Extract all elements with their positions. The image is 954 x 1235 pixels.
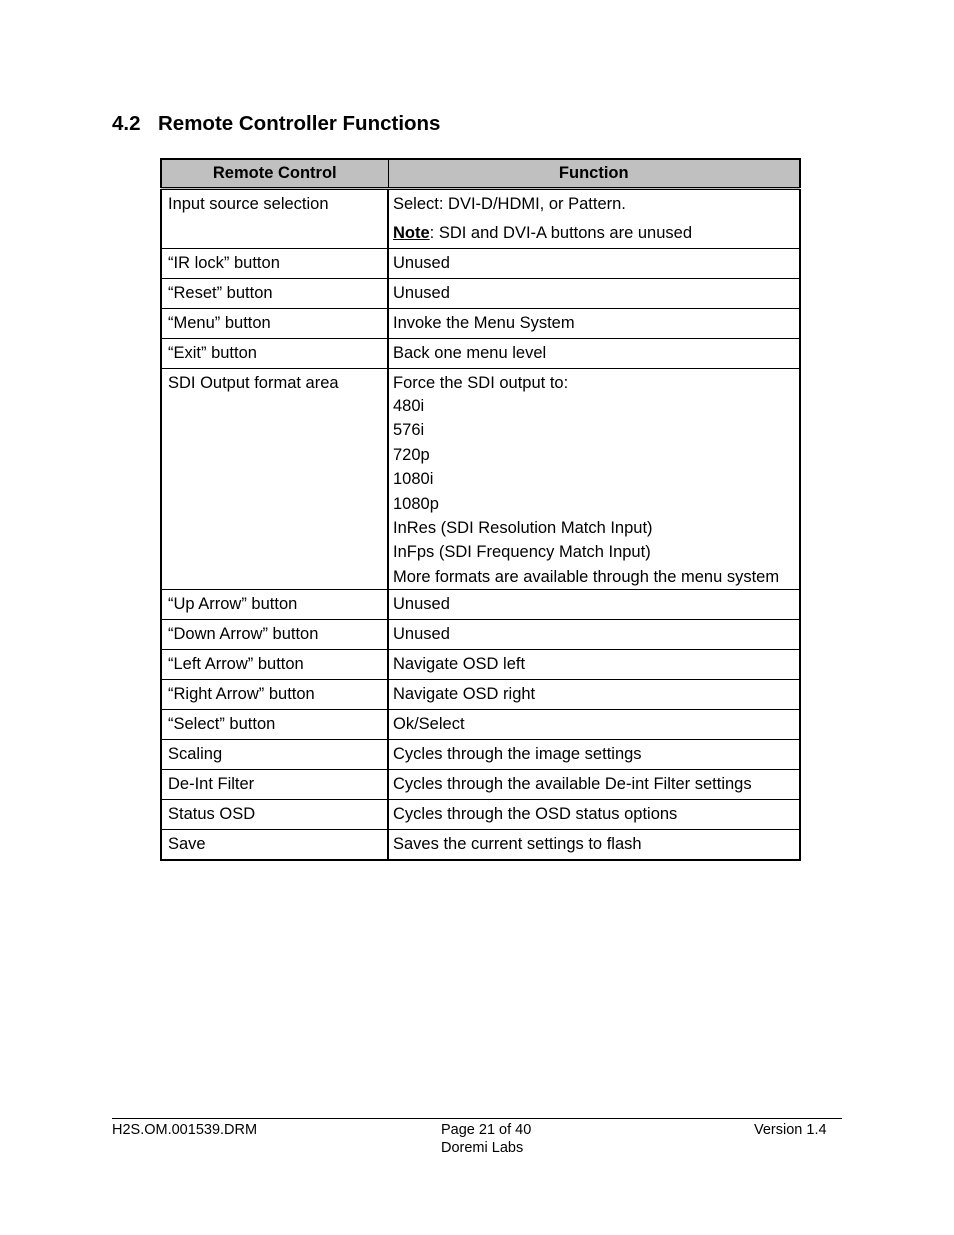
table-row [161, 800, 800, 830]
function-cell: Ok/Select [388, 710, 800, 740]
control-cell: “Up Arrow” button [161, 590, 388, 620]
sdi-format-line: More formats are available through the menu system [393, 567, 780, 586]
function-cell: Unused [388, 620, 800, 650]
function-cell: Unused [388, 590, 800, 620]
control-cell: Input source selection [161, 189, 388, 249]
footer-page-number: Page 21 of 40 [441, 1122, 532, 1138]
control-cell: “Exit” button [161, 339, 388, 369]
control-cell: De-Int Filter [161, 770, 388, 800]
footer-center [441, 1121, 531, 1157]
table-row [161, 339, 800, 369]
footer-divider [112, 1118, 842, 1119]
sdi-format-line: Force the SDI output to: [393, 374, 569, 392]
section-title: Remote Controller Functions [158, 112, 441, 135]
function-cell: Unused [388, 279, 800, 309]
control-cell: “Left Arrow” button [161, 650, 388, 680]
note-line [393, 223, 799, 244]
column-header-function: Function [388, 159, 800, 189]
column-header-remote-control: Remote Control [161, 159, 388, 189]
function-cell: Cycles through the OSD status options [388, 800, 800, 830]
table-row [161, 620, 800, 650]
function-cell [388, 189, 800, 249]
control-cell: Save [161, 830, 388, 861]
remote-functions-table [160, 158, 801, 861]
table-row [161, 680, 800, 710]
function-cell: Invoke the Menu System [388, 309, 800, 339]
control-cell: Scaling [161, 740, 388, 770]
section-heading [112, 112, 440, 136]
table-row [161, 249, 800, 279]
function-cell: Saves the current settings to flash [388, 830, 800, 861]
sdi-format-line: 480i [393, 397, 425, 415]
table-row [161, 710, 800, 740]
table-row [161, 279, 800, 309]
note-label: Note [393, 224, 430, 242]
function-cell: Back one menu level [388, 339, 800, 369]
table-row [161, 590, 800, 620]
section-number: 4.2 [112, 112, 141, 135]
control-cell: “Down Arrow” button [161, 620, 388, 650]
sdi-format-line: 720p [393, 445, 430, 464]
sdi-format-line: 1080i [393, 470, 434, 489]
sdi-format-line: InFps (SDI Frequency Match Input) [393, 543, 651, 562]
table-row [161, 740, 800, 770]
control-cell: “Select” button [161, 710, 388, 740]
control-cell: “IR lock” button [161, 249, 388, 279]
table-row [161, 309, 800, 339]
footer-document-id: H2S.OM.001539.DRM [112, 1122, 258, 1138]
table-row [161, 770, 800, 800]
table-row [161, 189, 800, 249]
function-cell: Navigate OSD left [388, 650, 800, 680]
table-row [161, 830, 800, 861]
sdi-format-line: 576i [393, 421, 425, 440]
footer-company: Doremi Labs [441, 1140, 524, 1156]
note-text: : SDI and DVI-A buttons are unused [429, 224, 692, 242]
table-row [161, 650, 800, 680]
footer-version: Version 1.4 [754, 1122, 827, 1138]
function-text: Select: DVI-D/HDMI, or Pattern. [393, 195, 626, 213]
function-cell: Unused [388, 249, 800, 279]
table-header-row [161, 159, 800, 189]
control-cell: “Menu” button [161, 309, 388, 339]
function-cell: Cycles through the available De-int Filter settings [388, 770, 800, 800]
function-cell [388, 369, 800, 590]
control-cell: SDI Output format area [161, 369, 388, 590]
function-cell: Navigate OSD right [388, 680, 800, 710]
control-cell: Status OSD [161, 800, 388, 830]
sdi-format-line: 1080p [393, 494, 439, 513]
control-cell: “Reset” button [161, 279, 388, 309]
function-cell: Cycles through the image settings [388, 740, 800, 770]
table-row [161, 369, 800, 590]
sdi-format-line: InRes (SDI Resolution Match Input) [393, 519, 653, 538]
control-cell: “Right Arrow” button [161, 680, 388, 710]
